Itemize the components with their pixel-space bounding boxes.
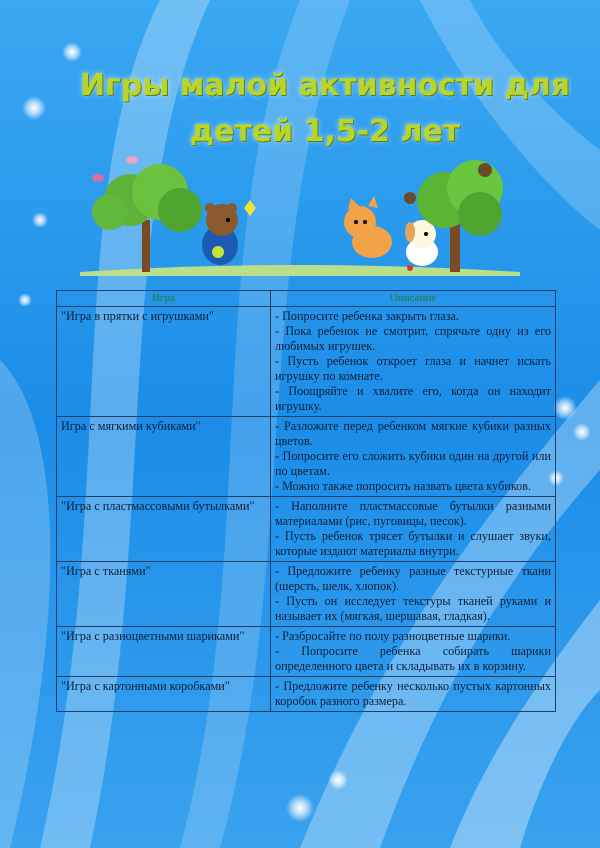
game-name: Игра с мягкими кубиками": [57, 417, 271, 497]
game-description: [271, 677, 556, 712]
description-line: - Предложите ребенку разные текстурные ткани (шерсть, шелк, хлопок).: [275, 564, 551, 593]
description-line: - Можно также попросить назвать цвета кубиков.: [275, 479, 532, 493]
description-line: - Попросите ребенка закрыть глаза.: [275, 309, 459, 323]
game-name: "Игра с картонными коробками": [57, 677, 271, 712]
description-line: - Пусть ребенок трясет бутылки и слушает звуки, которые издают материалы внутри.: [275, 529, 551, 558]
table-row: [57, 307, 556, 417]
description-line: - Предложите ребенку несколько пустых картонных коробок разного размера.: [275, 679, 551, 708]
page-title-line1: Игры малой активности для: [79, 68, 571, 103]
page-title-line2: детей 1,5-2 лет: [189, 114, 461, 149]
description-line: - Пусть он исследует текстуры тканей руками и называет их (мягкая, шершавая, гладкая).: [275, 594, 551, 623]
games-table: [56, 290, 556, 712]
description-line: - Попросите ребенка собирать шарики определенного цвета и складывать их в корзину.: [275, 644, 551, 673]
game-name: "Игра в прятки с игрушками": [57, 307, 271, 417]
game-description: [271, 497, 556, 562]
description-line: - Пока ребенок не смотрит, спрячьте одну из его любимых игрушек.: [275, 324, 551, 353]
table-row: [57, 497, 556, 562]
cat-icon: [344, 196, 392, 258]
dog-icon: [405, 220, 438, 271]
game-description: [271, 562, 556, 627]
table-header-row: [57, 291, 556, 307]
description-line: - Разложите перед ребенком мягкие кубики разных цветов.: [275, 419, 551, 448]
description-line: - Поощряйте и хвалите его, когда он находит игрушку.: [275, 384, 551, 413]
description-line: - Пусть ребенок откроет глаза и начнет искать игрушку по комнате.: [275, 354, 551, 383]
column-header-game: Игра: [57, 291, 271, 307]
table-row: [57, 562, 556, 627]
game-name: "Игра с тканями": [57, 562, 271, 627]
game-description: [271, 417, 556, 497]
description-line: - Разбросайте по полу разноцветные шарики.: [275, 629, 511, 643]
game-description: [271, 627, 556, 677]
column-header-description: Описание: [271, 291, 556, 307]
table-row: [57, 677, 556, 712]
game-name: "Игра с пластмассовыми бутылками": [57, 497, 271, 562]
description-line: - Наполните пластмассовые бутылки разными материалами (рис, пуговицы, песок).: [275, 499, 551, 528]
game-description: [271, 307, 556, 417]
tree-left-icon: [92, 164, 202, 272]
illustration: [80, 150, 520, 280]
table-row: [57, 417, 556, 497]
table-row: [57, 627, 556, 677]
description-line: - Попросите его сложить кубики один на другой или по цветам.: [275, 449, 551, 478]
bear-icon: [202, 200, 256, 265]
game-name: "Игра с разноцветными шариками": [57, 627, 271, 677]
